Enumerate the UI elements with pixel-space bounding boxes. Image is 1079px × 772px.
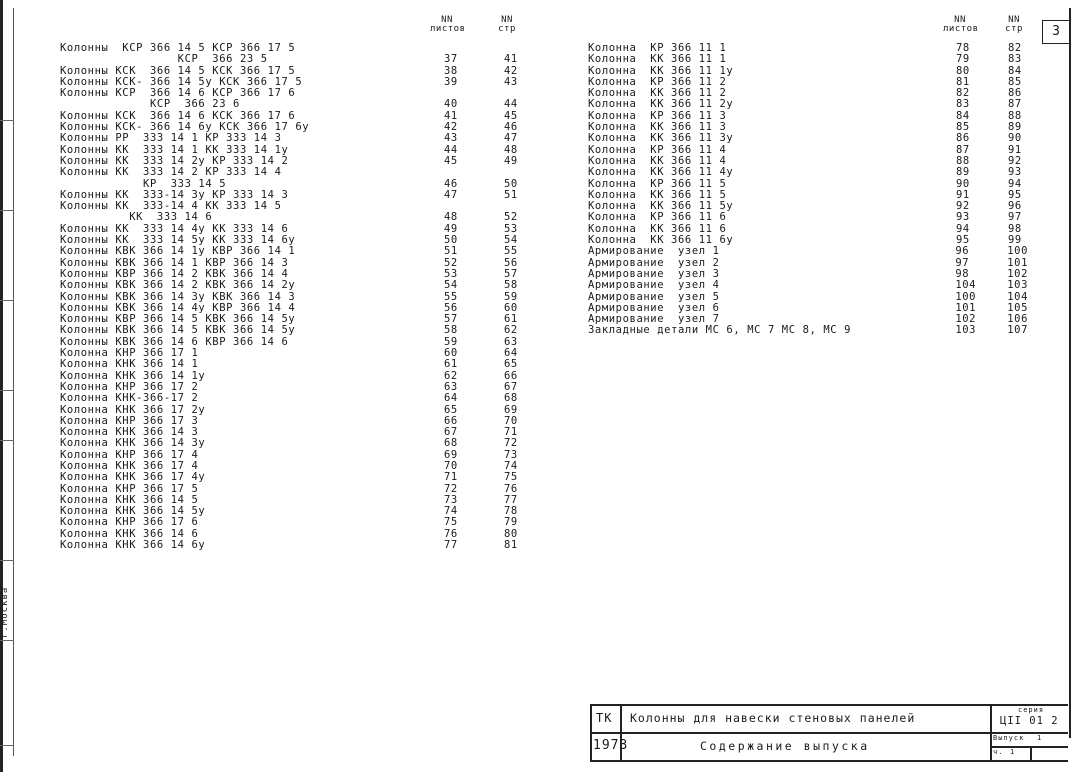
contents-row-title: Колонна КК 366 11 4у [588, 167, 734, 179]
contents-row-title: Колонны КВК 366 14 6 КВР 366 14 6 [60, 336, 289, 348]
contents-row [60, 461, 530, 472]
contents-row [588, 54, 1028, 65]
contents-row [60, 111, 530, 122]
contents-row-page: 49 [504, 154, 518, 167]
stamp-series-label: серия [1018, 706, 1045, 714]
contents-row [60, 438, 530, 449]
contents-row-sheet: 49 [444, 222, 458, 235]
contents-row-title: Колонны КВК 366 14 2 КВК 366 14 2у [60, 280, 296, 292]
contents-row-title: Армирование узел 1 [588, 246, 720, 258]
contents-row-title: Армирование узел 2 [588, 257, 720, 269]
contents-row-title: Колонны КК 333-14 3у КР 333 14 3 [60, 189, 289, 201]
contents-row-page: 70 [504, 414, 518, 427]
contents-row-title: Колонна КНК 366 14 3 [60, 427, 199, 439]
contents-row-title: Колонны КСР 366 14 5 КСР 366 17 5 [60, 43, 296, 54]
stamp-title: Колонны для навески стеновых панелей [630, 711, 916, 725]
contents-row-sheet: 73 [444, 493, 458, 506]
contents-row-sheet: 69 [444, 448, 458, 461]
contents-row-sheet: 87 [956, 143, 970, 156]
contents-row [60, 246, 530, 257]
contents-row-page: 103 [1007, 279, 1028, 292]
contents-row-title: Колонна КК 366 11 5у [588, 201, 734, 213]
contents-row-page: 84 [1008, 64, 1022, 77]
contents-row-page: 58 [504, 279, 518, 292]
contents-row-page: 51 [504, 188, 518, 201]
header-pages-right: NN стр [1005, 15, 1023, 34]
contents-row-title: Колонна КНР 366 17 5 [60, 483, 199, 495]
contents-row [60, 280, 530, 291]
contents-row [60, 66, 530, 77]
contents-row-title: Колонна КР 366 11 2 [588, 76, 727, 88]
contents-row-page: 73 [504, 448, 518, 461]
contents-row-page: 72 [504, 437, 518, 450]
contents-row-page: 92 [1008, 154, 1022, 167]
contents-row [60, 450, 530, 461]
contents-row-page: 53 [504, 222, 518, 235]
contents-row-sheet: 80 [956, 64, 970, 77]
contents-row-sheet: 63 [444, 380, 458, 393]
contents-row-sheet: 90 [956, 177, 970, 190]
stamp-code: ТК [596, 711, 613, 725]
contents-row-sheet: 62 [444, 369, 458, 382]
contents-row-title: Колонна КНК 366 17 4у [60, 472, 206, 484]
contents-row-page: 98 [1008, 222, 1022, 235]
contents-row-page: 69 [504, 403, 518, 416]
contents-row-page: 44 [504, 98, 518, 111]
contents-row [60, 371, 530, 382]
contents-row-page: 65 [504, 358, 518, 371]
contents-row-title: Колонна КК 366 11 6у [588, 235, 734, 247]
contents-row-page: 101 [1007, 256, 1028, 269]
contents-row-title: Колонны КВК 366 14 1 КВР 366 14 3 [60, 257, 289, 269]
contents-row-page: 90 [1008, 132, 1022, 145]
contents-row-title: Колонны КК 333 14 4у КК 333 14 6 [60, 223, 289, 235]
contents-row-page: 67 [504, 380, 518, 393]
contents-row-sheet: 75 [444, 516, 458, 529]
contents-row-sheet: 45 [444, 154, 458, 167]
contents-row-page: 54 [504, 234, 518, 247]
contents-row-page: 48 [504, 143, 518, 156]
contents-row-title: Колонны РР 333 14 1 КР 333 14 3 [60, 133, 282, 145]
contents-row-sheet: 96 [955, 245, 970, 258]
contents-row-sheet: 92 [956, 200, 970, 213]
contents-row [60, 212, 530, 223]
contents-row-sheet: 61 [444, 358, 458, 371]
contents-row-title: Колонна КК 366 11 2у [588, 99, 734, 111]
contents-row-page: 60 [504, 301, 518, 314]
contents-right-column [588, 43, 1028, 337]
contents-row-title: Колонны КК 333 14 2у КР 333 14 2 [60, 155, 289, 167]
contents-row-page: 85 [1008, 75, 1022, 88]
contents-row-sheet: 52 [444, 256, 458, 269]
contents-row-sheet: 59 [444, 335, 458, 348]
contents-row-page: 107 [1007, 324, 1028, 337]
contents-row-page: 87 [1008, 98, 1022, 111]
contents-row [60, 201, 530, 212]
contents-row-page: 61 [504, 313, 518, 326]
contents-row [60, 303, 530, 314]
contents-row-sheet: 65 [444, 403, 458, 416]
contents-row [60, 122, 530, 133]
contents-row-title: Закладные детали МС 6, МС 7 МС 8, МС 9 [588, 325, 852, 337]
contents-row-title: Колонны КСК- 366 14 6у КСК 366 17 6у [60, 122, 310, 134]
contents-row-title: Колонны КВК 366 14 1у КВР 366 14 1 [60, 246, 296, 258]
contents-row-title: Колонна КНК 366 14 5 [60, 494, 199, 506]
contents-row [60, 258, 530, 269]
contents-row-title: Колонна КК 366 11 3у [588, 133, 734, 145]
contents-row-title: Колонны КСР 366 14 6 КСР 366 17 6 [60, 88, 296, 100]
contents-row-sheet: 102 [955, 313, 977, 326]
contents-row-title: Колонна КР 366 11 4 [588, 144, 727, 156]
contents-row [60, 156, 530, 167]
contents-row [60, 540, 530, 551]
contents-row-sheet: 39 [444, 75, 458, 88]
contents-row-page: 47 [504, 132, 518, 145]
contents-row-page: 66 [504, 369, 518, 382]
side-label: г.Москва [0, 586, 10, 638]
contents-row-sheet: 47 [444, 188, 458, 201]
contents-row-title: Колонны КВР 366 14 5 КВК 366 14 5у [60, 314, 296, 326]
contents-row-page: 106 [1007, 313, 1028, 326]
contents-row-sheet: 84 [956, 109, 970, 122]
header-pages-left: NN стр [498, 15, 516, 34]
contents-row-title: Колонна КНР 366 17 3 [60, 415, 199, 427]
contents-row-sheet: 64 [444, 392, 458, 405]
contents-row-title: КСР 366 23 6 [60, 99, 240, 111]
contents-row-title: Колонна КК 366 11 2 [588, 88, 727, 100]
contents-row-sheet: 97 [955, 256, 970, 269]
contents-row-sheet: 68 [444, 437, 458, 450]
contents-row-page: 56 [504, 256, 518, 269]
contents-row-page: 46 [504, 121, 518, 134]
contents-row [60, 337, 530, 348]
contents-row-title: Армирование узел 5 [588, 291, 720, 303]
contents-row [60, 359, 530, 370]
contents-row-title: Колонна КНК 366 17 2у [60, 404, 206, 416]
contents-row [60, 54, 530, 65]
contents-row [60, 393, 530, 404]
contents-row [60, 292, 530, 303]
contents-row [60, 427, 530, 438]
contents-row-sheet: 56 [444, 301, 458, 314]
contents-row-sheet: 78 [956, 42, 970, 54]
contents-row-page: 62 [504, 324, 518, 337]
contents-row-page: 104 [1007, 290, 1028, 303]
stamp-issue-value: 1 [1037, 734, 1043, 742]
stamp-series-value: ЦII 01 2 [1000, 715, 1059, 727]
contents-row-sheet: 74 [444, 505, 458, 518]
contents-row-page: 80 [504, 527, 518, 540]
contents-row-sheet: 83 [956, 98, 970, 111]
contents-row-sheet: 103 [955, 324, 977, 337]
contents-row-page: 81 [504, 539, 518, 552]
contents-row [60, 382, 530, 393]
stamp-part-value: 1 [1010, 748, 1016, 756]
contents-row-title: Колонна КНР 366 17 4 [60, 449, 199, 461]
contents-row-page: 63 [504, 335, 518, 348]
contents-row-page: 41 [504, 53, 518, 66]
contents-row-page: 64 [504, 347, 518, 360]
contents-row [60, 133, 530, 144]
contents-row [588, 246, 1028, 257]
contents-row-page: 71 [504, 426, 518, 439]
contents-row-title: Колонна КР 366 11 1 [588, 43, 727, 54]
contents-row-page: 96 [1008, 200, 1022, 213]
contents-row-title: КР 333 14 5 [60, 178, 227, 190]
contents-row-title: Колонна КНК 366 14 1у [60, 370, 206, 382]
contents-row-title: Колонны КК 333 14 1 КК 333 14 1у [60, 144, 289, 156]
contents-row-page: 102 [1007, 267, 1028, 280]
contents-row-sheet: 57 [444, 313, 458, 326]
contents-row [60, 495, 530, 506]
contents-row-sheet: 71 [444, 471, 458, 484]
contents-row-title: Колонна КК 366 11 1 [588, 54, 727, 66]
contents-row-sheet: 40 [444, 98, 458, 111]
contents-row-sheet: 101 [955, 301, 977, 314]
contents-row-page: 105 [1007, 301, 1028, 314]
contents-row-page: 43 [504, 75, 518, 88]
contents-row-page: 55 [504, 245, 518, 258]
contents-row [60, 314, 530, 325]
contents-row-sheet: 81 [956, 75, 970, 88]
contents-row-page: 82 [1008, 42, 1022, 54]
contents-row-sheet: 86 [956, 132, 970, 145]
stamp-issue-label: Выпуск [993, 734, 1025, 742]
contents-row [60, 325, 530, 336]
contents-row [60, 529, 530, 540]
contents-row [60, 43, 530, 54]
contents-row [588, 280, 1028, 291]
contents-row-page: 42 [504, 64, 518, 77]
contents-row-sheet: 46 [444, 177, 458, 190]
contents-row-sheet: 50 [444, 234, 458, 247]
contents-row [60, 77, 530, 88]
right-border [1069, 8, 1071, 738]
contents-row-title: Армирование узел 7 [588, 314, 720, 326]
contents-row-page: 86 [1008, 87, 1022, 100]
stamp-part-label: ч. [993, 748, 1004, 756]
contents-row-page: 83 [1008, 53, 1022, 66]
contents-row-page: 50 [504, 177, 518, 190]
contents-row-sheet: 104 [955, 279, 977, 292]
contents-row-title: Колонны КК 333 14 5у КК 333 14 6у [60, 235, 296, 247]
contents-row-title: Колонны КВК 366 14 5 КВК 366 14 5у [60, 325, 296, 337]
contents-row-page: 45 [504, 109, 518, 122]
contents-row [60, 179, 530, 190]
contents-row-sheet: 85 [956, 121, 970, 134]
contents-row-title: Колонна КНК 366 14 3у [60, 438, 206, 450]
contents-row-sheet: 38 [444, 64, 458, 77]
contents-row-title: Колонна КК 366 11 5 [588, 189, 727, 201]
contents-row-page: 91 [1008, 143, 1022, 156]
contents-row-page: 78 [504, 505, 518, 518]
contents-row-title: Колонна КР 366 11 6 [588, 212, 727, 224]
contents-row-sheet: 82 [956, 87, 970, 100]
contents-row [60, 484, 530, 495]
contents-row-page: 79 [504, 516, 518, 529]
contents-row [60, 269, 530, 280]
contents-row-page: 59 [504, 290, 518, 303]
contents-row-sheet: 94 [956, 222, 970, 235]
contents-row [60, 235, 530, 246]
contents-row-page: 88 [1008, 109, 1022, 122]
header-sheets-right: NN листов [943, 15, 979, 34]
contents-row-page: 97 [1008, 211, 1022, 224]
contents-row [588, 325, 1028, 336]
stamp-subtitle: Содержание выпуска [700, 739, 870, 753]
contents-row-sheet: 67 [444, 426, 458, 439]
contents-row-title: Колонна КК 366 11 6 [588, 223, 727, 235]
contents-row-sheet: 79 [956, 53, 970, 66]
contents-row [60, 405, 530, 416]
contents-row-page: 99 [1008, 234, 1022, 247]
contents-row-page: 52 [504, 211, 518, 224]
contents-row-title: Колонна КНК 366 14 1 [60, 359, 199, 371]
contents-row-sheet: 51 [444, 245, 458, 258]
contents-row [60, 472, 530, 483]
contents-row [60, 517, 530, 528]
contents-row-sheet: 76 [444, 527, 458, 540]
header-sheets-left: NN листов [430, 15, 466, 34]
title-block [590, 700, 1068, 762]
contents-row-title: Армирование узел 3 [588, 268, 720, 280]
contents-row [60, 99, 530, 110]
sheet-number: 3 [1042, 20, 1070, 44]
contents-row-sheet: 72 [444, 482, 458, 495]
contents-row-title: Армирование узел 4 [588, 280, 720, 292]
contents-row-page: 94 [1008, 177, 1022, 190]
contents-row-title: Колонна КНК 366 14 6 [60, 528, 199, 540]
contents-row-title: Армирование узел 6 [588, 302, 720, 314]
contents-row-sheet: 53 [444, 267, 458, 280]
contents-row [60, 145, 530, 156]
contents-row-sheet [444, 167, 504, 178]
contents-row-title: Колонна КНК-366-17 2 [60, 393, 199, 405]
contents-row-sheet: 43 [444, 132, 458, 145]
margin-ticks [0, 0, 14, 772]
contents-row-sheet: 44 [444, 143, 458, 156]
contents-row-title: Колонна КНР 366 17 2 [60, 381, 199, 393]
contents-row-title: Колонны КСК- 366 14 5у КСК 366 17 5 [60, 76, 303, 88]
contents-row-page: 68 [504, 392, 518, 405]
contents-row-title: Колонны КСК 366 14 6 КСК 366 17 6 [60, 110, 296, 122]
contents-row-page: 93 [1008, 166, 1022, 179]
contents-row-title: Колонны КВР 366 14 2 КВК 366 14 4 [60, 268, 289, 280]
contents-row [60, 190, 530, 201]
contents-row-title: Колонны КВК 366 14 3у КВК 366 14 3 [60, 291, 296, 303]
contents-row [60, 416, 530, 427]
contents-row-sheet: 66 [444, 414, 458, 427]
contents-row-sheet: 95 [956, 234, 970, 247]
contents-row-page: 74 [504, 459, 518, 472]
contents-row-sheet: 60 [444, 347, 458, 360]
contents-row-sheet: 88 [956, 154, 970, 167]
contents-row-title: Колонна КНР 366 17 1 [60, 348, 199, 360]
contents-row [60, 224, 530, 235]
contents-row-sheet: 54 [444, 279, 458, 292]
contents-row-sheet: 48 [444, 211, 458, 224]
contents-row-title: Колонна КР 366 11 5 [588, 178, 727, 190]
contents-left-column [60, 43, 530, 551]
contents-row-sheet: 89 [956, 166, 970, 179]
contents-row-title: Колонна КНР 366 17 6 [60, 517, 199, 529]
contents-row [60, 506, 530, 517]
contents-row-page: 57 [504, 267, 518, 280]
contents-row-title: Колонны КК 333-14 4 КК 333 14 5 [60, 201, 282, 213]
contents-row-title: Колонна КР 366 11 3 [588, 110, 727, 122]
contents-row-sheet: 93 [956, 211, 970, 224]
stamp-year: 1973 [593, 738, 629, 753]
contents-row-sheet: 55 [444, 290, 458, 303]
contents-row-title: КК 333 14 6 [60, 212, 213, 224]
contents-row-page: 95 [1008, 188, 1022, 201]
contents-row-sheet: 77 [444, 539, 458, 552]
contents-row-page: 89 [1008, 121, 1022, 134]
contents-row-sheet: 42 [444, 121, 458, 134]
contents-row-sheet: 100 [955, 290, 977, 303]
contents-row-sheet: 91 [956, 188, 970, 201]
contents-row-title: Колонна КК 366 11 3 [588, 122, 727, 134]
contents-row-title: Колонны КК 333 14 2 КР 333 14 4 [60, 167, 282, 179]
contents-row-page: 100 [1007, 245, 1028, 258]
contents-row [60, 348, 530, 359]
contents-row-page: 75 [504, 471, 518, 484]
contents-row-title: Колонна КНК 366 14 5у [60, 506, 206, 518]
contents-row-title: Колонны КСК 366 14 5 КСК 366 17 5 [60, 65, 296, 77]
contents-row-title: Колонны КВК 366 14 4у КВР 366 14 4 [60, 302, 296, 314]
contents-row [588, 167, 1028, 178]
contents-row-sheet: 58 [444, 324, 458, 337]
contents-row-sheet: 37 [444, 53, 458, 66]
contents-row-sheet: 98 [955, 267, 970, 280]
contents-row [60, 167, 530, 178]
contents-row [60, 88, 530, 99]
contents-row-page: 76 [504, 482, 518, 495]
contents-row-title: Колонна КНК 366 14 6у [60, 540, 206, 552]
contents-row-title: КСР 366 23 5 [60, 54, 268, 66]
contents-row [588, 133, 1028, 144]
contents-row-sheet: 41 [444, 109, 458, 122]
contents-row-title: Колонна КК 366 11 1у [588, 65, 734, 77]
contents-row-title: Колонна КНК 366 17 4 [60, 460, 199, 472]
contents-row-page: 77 [504, 493, 518, 506]
contents-row-sheet: 70 [444, 459, 458, 472]
contents-row-title: Колонна КК 366 11 4 [588, 155, 727, 167]
